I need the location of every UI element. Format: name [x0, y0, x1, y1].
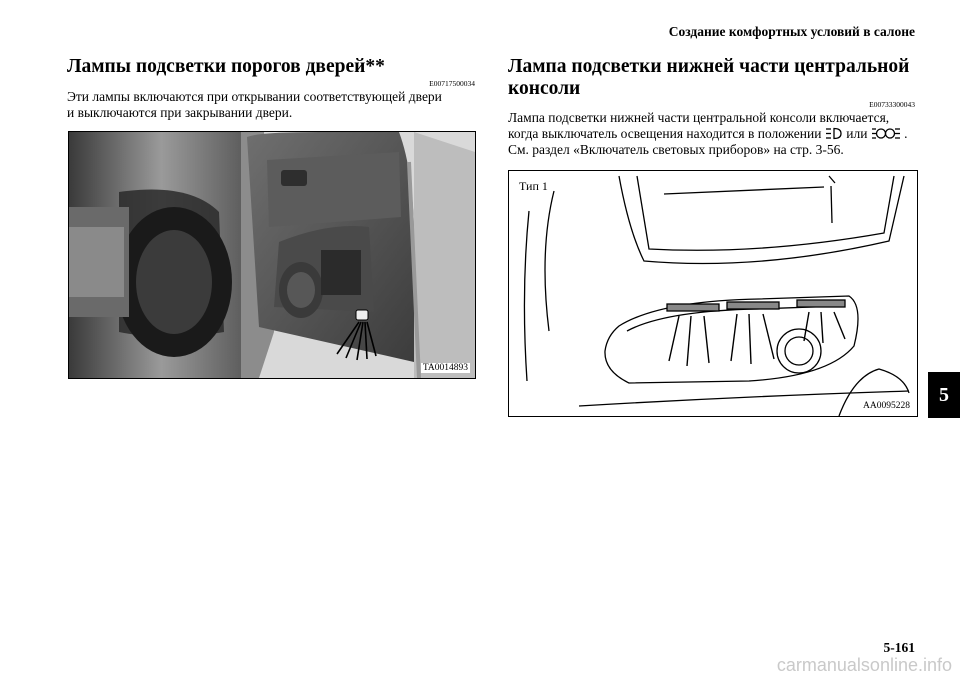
- text-part: .: [904, 126, 908, 141]
- console-line-drawing: [509, 171, 917, 416]
- text-part: или: [846, 126, 868, 141]
- paragraph-line: и выключаются при закрывании двери.: [67, 105, 293, 120]
- running-header: Создание комфортных условий в салоне: [668, 24, 915, 39]
- paragraph-line: Лампа подсветки нижней части центральной консоли включается,: [508, 110, 890, 125]
- section-title-console-lamp: Лампа подсветки нижней части центральной: [508, 56, 910, 77]
- page-number: 5-161: [883, 640, 915, 655]
- figure-id: AA0095228: [863, 401, 910, 411]
- section-code: E00733300043: [869, 100, 915, 109]
- text-part: когда выключатель освещения находится в положении: [508, 126, 822, 141]
- section-title-door-sill-lamps: Лампы подсветки порогов дверей**: [67, 56, 385, 77]
- figure-type-label: Тип 1: [519, 179, 548, 193]
- headlight-symbol-icon: [871, 127, 901, 144]
- section-title-console-lamp-cont: консоли: [508, 78, 581, 99]
- section-code: E00717500034: [429, 79, 475, 88]
- console-lamp-figure: [508, 170, 918, 417]
- door-sill-lamp-figure: [68, 131, 476, 379]
- door-illustration: [69, 132, 475, 378]
- watermark: carmanualsonline.info: [776, 655, 952, 675]
- paragraph-line: Эти лампы включаются при открывании соответствующей двери: [67, 89, 442, 104]
- figure-id: TA0014893: [422, 363, 468, 373]
- paragraph-line: См. раздел «Включатель световых приборов» на стр. 3-56.: [508, 142, 844, 157]
- chapter-tab: 5: [928, 372, 960, 418]
